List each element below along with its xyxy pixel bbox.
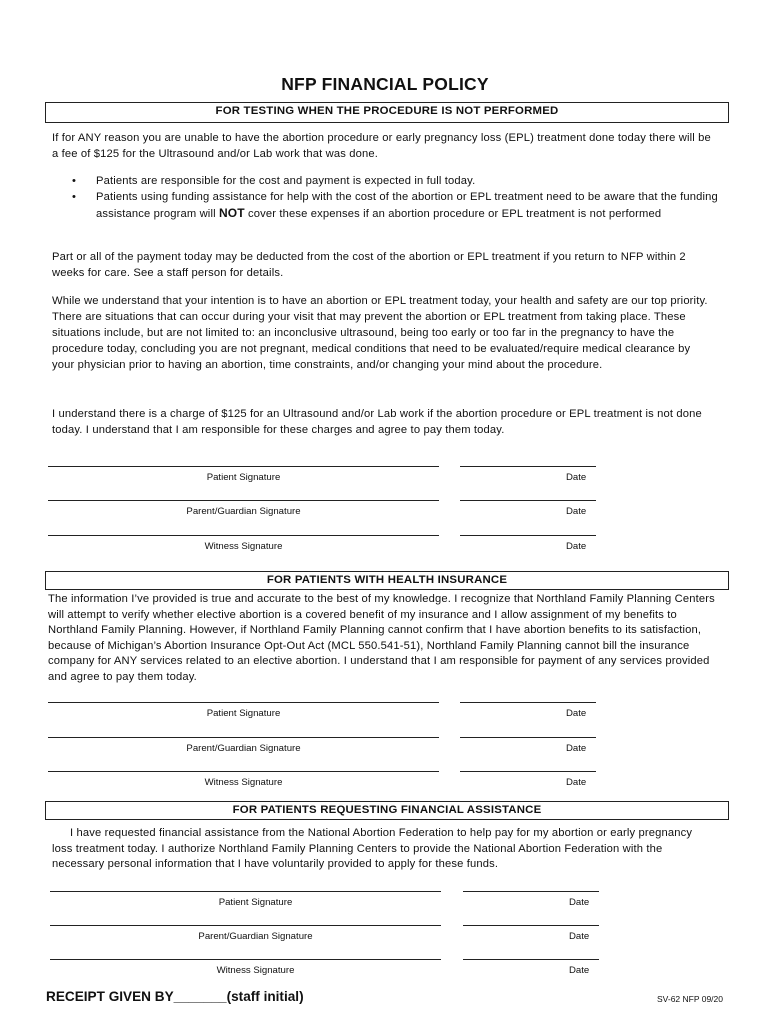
date-label: Date — [566, 777, 587, 788]
patient-signature-label: Patient Signature — [206, 708, 281, 719]
patient-date-line[interactable] — [460, 466, 596, 467]
patient-signature-label: Patient Signature — [218, 897, 293, 908]
date-label: Date — [569, 931, 590, 942]
section-header-assistance: FOR PATIENTS REQUESTING FINANCIAL ASSISTANCE — [45, 801, 729, 820]
witness-date-line[interactable] — [460, 535, 596, 536]
testing-understanding: While we understand that your intention is to have an abortion or EPL treatment today, your health and safety are our top priority. There are situations that can occur during your visit that may prevent the abortion or EPL treatment from taking place. These situations include, but are not limited to: an inconclusive ultrasound, being too early or too far in the pregnancy to have the procedure today, concluding you are not pregnant, medical conditions that need to be evaluated/require medical clearance by your physician prior to having an abortion, time constraints, and/or changing your mind about the procedure. — [52, 295, 708, 371]
witness-signature-line[interactable] — [48, 771, 439, 772]
patient-date-line[interactable] — [463, 891, 599, 892]
bullet-icon: • — [72, 191, 77, 203]
patient-signature-line[interactable] — [48, 702, 439, 703]
section-header-insurance: FOR PATIENTS WITH HEALTH INSURANCE — [45, 571, 729, 590]
date-label: Date — [569, 897, 590, 908]
testing-acknowledgement: I understand there is a charge of $125 for an Ultrasound and/or Lab work if the abortion procedure or EPL treatment is not done today. I understand that I am responsible for these charges and agree to pay them today. — [52, 408, 702, 436]
testing-deduction: Part or all of the payment today may be deducted from the cost of the abortion or EPL treatment if you return to NFP within 2 weeks for care. See a staff person for details. — [52, 251, 686, 279]
form-code: SV-62 NFP 09/20 — [657, 994, 723, 1004]
witness-date-line[interactable] — [460, 771, 596, 772]
bullet-icon: • — [72, 175, 77, 187]
date-label: Date — [566, 743, 587, 754]
witness-date-line[interactable] — [463, 959, 599, 960]
assistance-body: I have requested financial assistance from the National Abortion Federation to help pay for my abortion or early pregnancy loss treatment today. I authorize Northland Family Planning Centers to provide the National Abortion Federation with the necessary personal information that I have voluntarily provided to apply for these funds. — [52, 827, 693, 870]
witness-signature-line[interactable] — [50, 959, 441, 960]
patient-signature-line[interactable] — [48, 466, 439, 467]
witness-signature-label: Witness Signature — [204, 777, 283, 788]
date-label: Date — [569, 965, 590, 976]
receipt-given-by: RECEIPT GIVEN BY_______(staff initial) — [46, 989, 304, 1004]
witness-signature-label: Witness Signature — [204, 541, 283, 552]
date-label: Date — [566, 708, 587, 719]
testing-intro: If for ANY reason you are unable to have the abortion procedure or early pregnancy loss (EPL) treatment done today there will be a fee of $125 for the Ultrasound and/or Lab work that was done. — [52, 132, 711, 160]
guardian-date-line[interactable] — [460, 737, 596, 738]
guardian-date-line[interactable] — [460, 500, 596, 501]
page-title: NFP FINANCIAL POLICY — [281, 74, 489, 94]
testing-bullets — [72, 173, 726, 222]
guardian-signature-line[interactable] — [50, 925, 441, 926]
witness-signature-line[interactable] — [48, 535, 439, 536]
guardian-signature-label: Parent/Guardian Signature — [186, 743, 301, 754]
date-label: Date — [566, 541, 587, 552]
list-item: • Patients using funding assistance for help with the cost of the abortion or EPL treatment need to be aware that the funding assistance program will NOT cover these expenses if an abortion procedure or EPL treatment is not performed — [72, 191, 718, 220]
guardian-signature-label: Parent/Guardian Signature — [186, 506, 301, 517]
guardian-signature-line[interactable] — [48, 500, 439, 501]
list-item: • Patients are responsible for the cost and payment is expected in full today. — [72, 175, 476, 187]
date-label: Date — [566, 506, 587, 517]
insurance-body: The information I’ve provided is true and accurate to the best of my knowledge. I recognize that Northland Family Planning Centers will attempt to verify whether elective abortion is a covered benefit of my insurance and I allow assignment of my benefits to Northland Family Planning. However, if Northland Family Planning cannot confirm that I have abortion benefits to its satisfaction, because of Michigan’s Abortion Insurance Opt-Out Act (MCL 550.541-51), Northland Family Planning cannot bill the insurance company for ANY services related to an elective abortion. I understand that I am responsible for payment of any services provided and agree to pay them today. — [48, 593, 715, 683]
patient-signature-label: Patient Signature — [206, 472, 281, 483]
guardian-date-line[interactable] — [463, 925, 599, 926]
witness-signature-label: Witness Signature — [216, 965, 295, 976]
patient-signature-line[interactable] — [50, 891, 441, 892]
date-label: Date — [566, 472, 587, 483]
guardian-signature-line[interactable] — [48, 737, 439, 738]
patient-date-line[interactable] — [460, 702, 596, 703]
guardian-signature-label: Parent/Guardian Signature — [198, 931, 313, 942]
section-header-testing: FOR TESTING WHEN THE PROCEDURE IS NOT PERFORMED — [45, 102, 729, 123]
